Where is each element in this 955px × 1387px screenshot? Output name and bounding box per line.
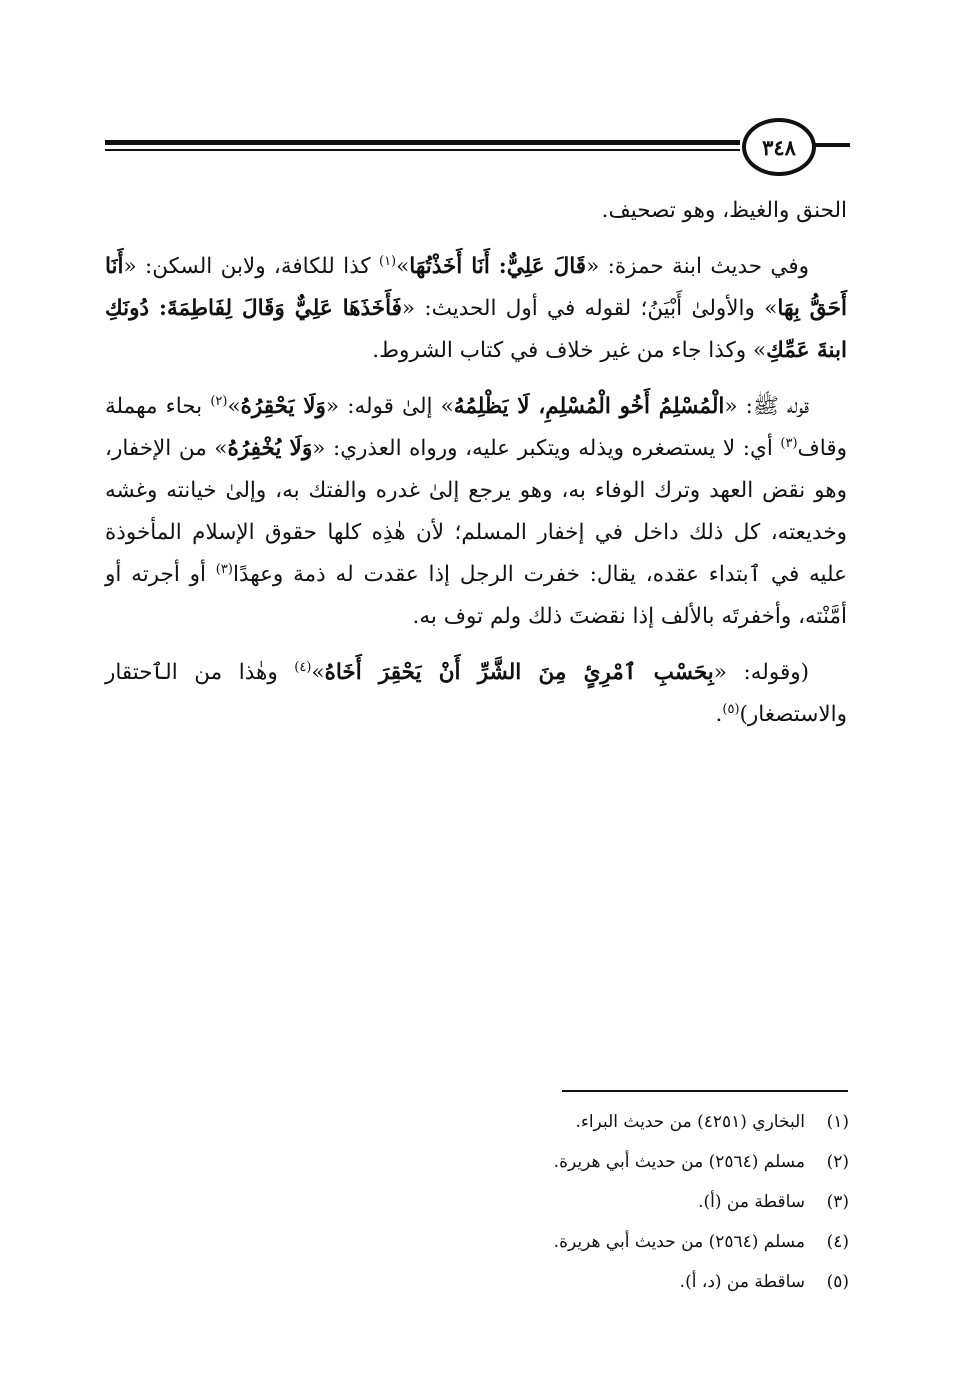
body-text [105,190,847,750]
text-run: . [715,702,723,727]
header-rule-thick [105,140,740,145]
text-run: » من الإخفار، وهو نقض العهد وترك الوفاء به، وهو يرجع إلىٰ غدره والفتك به، وإلىٰ خيانته وغشه وخديعته، كل ذلك داخل في إخفار المسلم؛ لأن هٰذِه كلها حقوق الإسلام المأخوذة عليه في ٱبتداء عقده، يقال: خفرت الرجل إذا عقدت له ذمة وعهدًا [105,436,847,587]
footnote-number: (٣) [826,1192,849,1212]
footnote-number: (٢) [826,1152,849,1172]
text-run: قوله ﷺ: « [724,394,809,419]
footnote-number: (١) [826,1112,849,1132]
text-run: كذا للكافة، ولابن السكن: « [123,254,379,279]
text-run: » وكذا جاء من غير خلاف في كتاب الشروط. [372,338,767,363]
text-run: » والأولىٰ أَبْيَنُ؛ لقوله في أول الحديث: « [401,296,778,321]
paragraph-3 [105,386,847,638]
text-run: » [396,254,410,279]
hadith-quote: وَلَا يُخْفِرُهُ [227,436,313,461]
footnote [105,1142,849,1182]
footnote-ref: (٣) [780,435,798,451]
footnote-text: البخاري (٤٢٥١) من حديث البراء. [575,1112,805,1132]
text-run: أي: لا يستصغره ويذله ويتكبر عليه، ورواه العذري: « [312,436,781,461]
footnote [105,1102,849,1142]
footnote [105,1182,849,1222]
footnote-text: ساقطة من (د، أ). [679,1272,805,1292]
hadith-quote: الْمُسْلِمُ أَخُو الْمُسْلِمِ، لَا يَظْلِمُهُ [453,394,725,419]
footnote-number: (٤) [826,1232,849,1252]
footnote-text: مسلم (٢٥٦٤) من حديث أبي هريرة. [553,1232,805,1252]
text-run: » إلىٰ قوله: « [325,394,454,419]
footnote-ref: (٢) [210,393,228,409]
hadith-quote: بِحَسْبِ ٱمْرِئٍ مِنَ الشَّرِّ أَنْ يَحْقِرَ أَخَاهُ [324,660,714,685]
footnote-ref: (٣) [215,561,233,577]
paragraph-4 [105,652,847,736]
text-run: أو أجرته أو أمَّنْته، وأخفرتَه بالألف إذا نقضتَ ذلك ولم توف به. [105,562,847,629]
footnote-ref: (١) [378,253,397,269]
footnote [105,1262,849,1302]
hadith-quote: وَلَا يَحْقِرُهُ [240,394,326,419]
header-rule-right [812,143,850,147]
text-run: » [227,394,241,419]
hadith-quote: فَأَخَذَهَا عَلِيٌّ وَقَالَ لِفَاطِمَةَ: دُونَكِ ابنةَ عَمِّكِ [105,296,847,363]
hadith-quote: قَالَ عَلِيٌّ: أَنَا أَخَذْتُهَا [409,254,587,279]
hadith-quote: أَنَا أَحَقُّ بِهَا [105,254,847,321]
text-run: بحاء مهملة وقاف [105,394,848,461]
footnote-text: ساقطة من (أ). [698,1192,805,1212]
footnote-separator [562,1090,848,1092]
footnote-ref: (٤) [294,659,312,675]
header-rule-thin [105,149,740,151]
text-run: وفي حديث ابنة حمزة: « [586,254,809,279]
page-number: ٣٤٨ [742,118,816,176]
text-run: » [311,660,325,685]
text-run: (وقوله: « [713,660,810,685]
text-run: وهٰذا من الٱحتقار والاستصغار) [105,660,847,727]
paragraph-1 [105,190,847,232]
text-run: الحنق والغيظ، وهو تصحيف. [601,198,847,223]
footnote-number: (٥) [826,1272,849,1292]
footnote [105,1222,849,1262]
footnote-ref: (٥) [722,701,740,717]
paragraph-2 [105,246,847,372]
footnote-text: مسلم (٢٥٦٤) من حديث أبي هريرة. [553,1152,805,1172]
footnotes [105,1102,849,1302]
page-header [105,118,850,182]
